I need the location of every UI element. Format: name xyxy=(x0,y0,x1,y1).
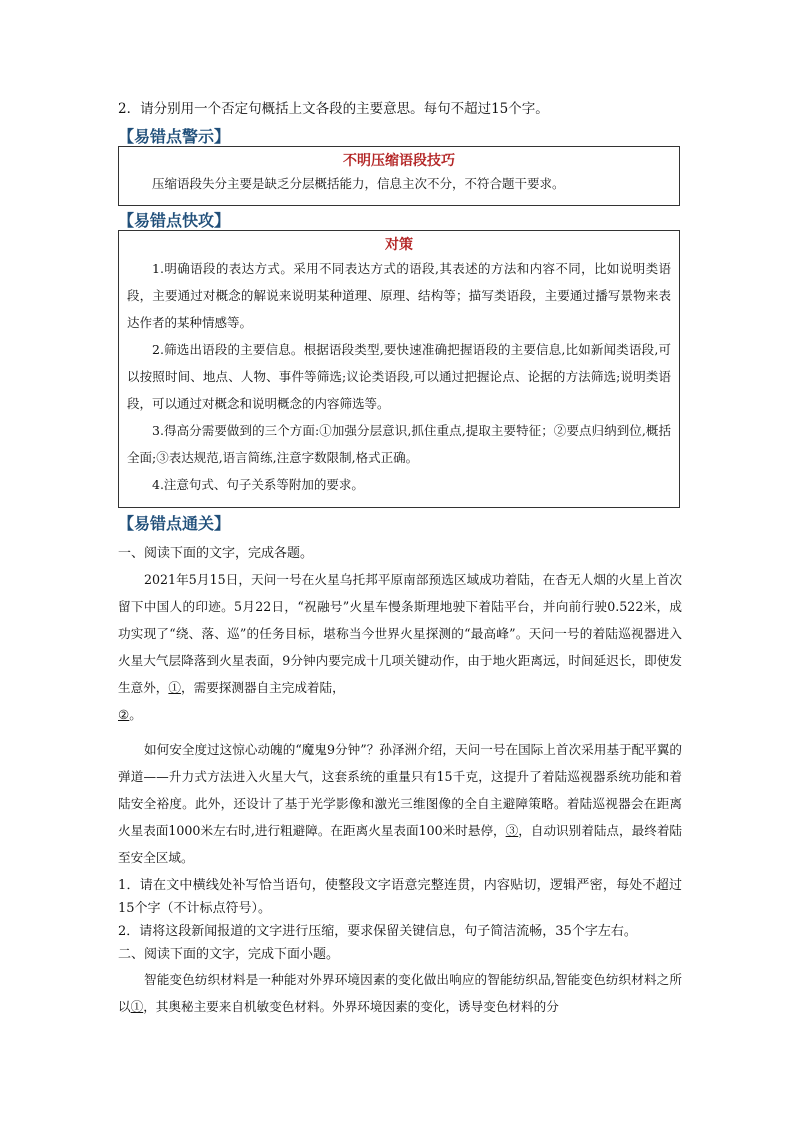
warning-box-title: 不明压缩语段技巧 xyxy=(343,153,455,169)
strategy-box-title: 对策 xyxy=(385,237,413,253)
strategy-box xyxy=(118,230,680,508)
strategy-item: 1.明确语段的表达方式。采用不同表达方式的语段,其表述的方法和内容不同，比如说明类语段，主要通过对概念的解说来说明某种道理、原理、结构等；描写类语段，主要通过播写景物来表达作者的某种情感等。 xyxy=(127,261,671,330)
blank-3: ③ xyxy=(505,823,519,838)
part2-title: 二、阅读下面的文字，完成下面小题。 xyxy=(118,947,340,962)
blank-2: ② xyxy=(118,707,130,722)
passage1-para2: 如何安全度过这惊心动魄的“魔鬼9分钟”？孙泽洲介绍，天问一号在国际上首次采用基于配平翼的弹道——升力式方法进入火星大气，这套系统的重量只有15千克，这提升了着陆巡视器系统功能和着陆安全裕度。此外，还设计了基于光学影像和激光三维图像的全自主避障策略。着陆巡视器会在距离火星表面1000米左右时,进行粗避障。在距离火星表面100米时悬停，③，自动识别着陆点，最终着陆至安全区域。 xyxy=(118,742,683,865)
practice-content xyxy=(118,542,682,1020)
part1-title: 一、阅读下面的文字，完成各题。 xyxy=(118,546,314,561)
question-intro: 2．请分别用一个否定句概括上文各段的主要意思。每句不超过15个字。 xyxy=(118,101,549,117)
strategy-item: 4.注意句式、句子关系等附加的要求。 xyxy=(152,477,364,492)
blank-4: ① xyxy=(130,999,144,1014)
warning-box xyxy=(118,146,680,206)
passage1-para1: 2021年5月15日，天问一号在火星乌托邦平原南部预选区域成功着陆，在杳无人烟的火星上首次留下中国人的印迹。5月22日，“祝融号”火星车慢条斯理地驶下着陆平台，并向前行驶0.522米，成功实现了“绕、落、巡”的任务目标，堪称当今世界火星探测的“最高峰”。天问一号的着陆巡视器进入火星大气层降落到火星表面，9分钟内要完成十几项关键动作，由于地火距离远，时间延迟长，即使发生意外，①，需要探测器自主完成着陆， ②。 xyxy=(118,572,682,722)
section-heading-strategy: 【易错点快攻】 xyxy=(118,211,231,230)
section-heading-warning: 【易错点警示】 xyxy=(118,127,231,146)
warning-box-text: 压缩语段失分主要是缺乏分层概括能力，信息主次不分，不符合题干要求。 xyxy=(152,176,565,191)
section-heading-practice: 【易错点通关】 xyxy=(118,514,231,533)
strategy-item: 2.筛选出语段的主要信息。根据语段类型,要快速准确把握语段的主要信息,比如新闻类语段,可以按照时间、地点、人物、事件等筛选;议论类语段,可以通过把握论点、论据的方法筛选;说明类语段，可以通过对概念和说明概念的内容筛选等。 xyxy=(127,342,671,411)
strategy-item: 3.得高分需要做到的三个方面:①加强分层意识,抓住重点,提取主要特征；②要点归纳到位,概括全面;③表达规范,语言简练,注意字数限制,格式正确。 xyxy=(127,423,671,465)
question-2: 2．请将这段新闻报道的文字进行压缩，要求保留关键信息，句子简洁流畅，35个字左右。 xyxy=(118,924,637,939)
passage2-para1: 智能变色纺织材料是一种能对外界环境因素的变化做出响应的智能纺织品,智能变色纺织材料之所以①，其奥秘主要来自机敏变色材料。外界环境因素的变化，诱导变色材料的分 xyxy=(118,972,682,1014)
blank-1: ① xyxy=(168,680,181,695)
question-1: 1．请在文中横线处补写恰当语句，使整段文字语意完整连贯，内容贴切，逻辑严密，每处不超过15个字（不计标点符号）。 xyxy=(118,878,682,916)
